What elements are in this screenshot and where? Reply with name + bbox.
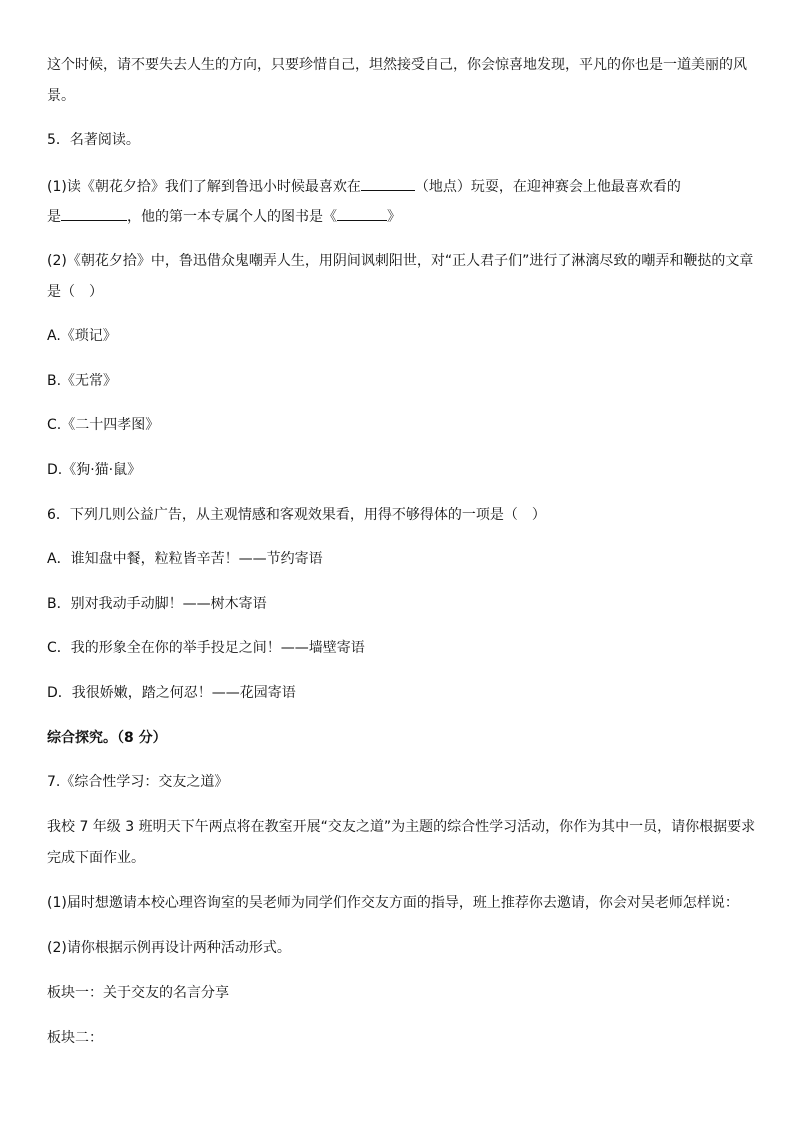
question-6-title: 6．下列几则公益广告，从主观情感和客观效果看，用得不够得体的一项是（ ） — [47, 507, 546, 523]
question-7-title: 7.《综合性学习：交友之道》 — [47, 774, 229, 790]
answer-blank-book[interactable] — [337, 206, 387, 221]
q5-option-d: D.《狗·猫·鼠》 — [47, 462, 142, 478]
q6-option-c: C．我的形象全在你的举手投足之间！——墙壁寄语 — [47, 640, 365, 656]
answer-blank-location[interactable] — [361, 176, 415, 191]
q6-option-d: D．我很娇嫩，踏之何忍！——花园寄语 — [47, 685, 296, 701]
q5-p1-text-c: 是 — [47, 209, 61, 225]
q5-p1-text-e: 》 — [387, 209, 401, 225]
section-heading: 综合探究。（8 分） — [47, 730, 167, 746]
question-5-part-1-line-2 — [47, 206, 401, 226]
q5-p1-text-d: ，他的第一本专属个人的图书是《 — [127, 209, 337, 225]
intro-line-2: 景。 — [47, 88, 75, 104]
question-5-part-1-line-1 — [47, 176, 681, 196]
q5-p1-text-b: （地点）玩耍，在迎神赛会上他最喜欢看的 — [414, 179, 681, 195]
question-7-intro-line-2: 完成下面作业。 — [47, 850, 145, 866]
q5-option-c: C.《二十四孝图》 — [47, 417, 160, 433]
q6-option-a: A．谁知盘中餐，粒粒皆辛苦！——节约寄语 — [47, 551, 323, 567]
answer-blank-favorite[interactable] — [61, 206, 127, 221]
intro-line-1: 这个时候，请不要失去人生的方向，只要珍惜自己，坦然接受自己，你会惊喜地发现，平凡的你也是一道美丽的风 — [47, 57, 747, 73]
q5-p1-text-a: (1)读《朝花夕拾》我们了解到鲁迅小时候最喜欢在 — [47, 179, 361, 195]
question-7-block-1: 板块一：关于交友的名言分享 — [47, 985, 229, 1001]
q6-option-b: B．别对我动手动脚！——树木寄语 — [47, 596, 267, 612]
question-7-sub-2: (2)请你根据示例再设计两种活动形式。 — [47, 940, 291, 956]
question-5-title: 5．名著阅读。 — [47, 132, 140, 148]
question-5-part-2-line-1: (2)《朝花夕拾》中，鲁迅借众鬼嘲弄人生，用阴间讽刺阳世，对“正人君子们”进行了淋漓尽致的嘲弄和鞭挞的文章 — [47, 253, 754, 269]
q5-option-a: A.《琐记》 — [47, 328, 117, 344]
q5-option-b: B.《无常》 — [47, 373, 118, 389]
question-7-block-2: 板块二： — [47, 1030, 103, 1046]
question-7-intro-line-1: 我校 7 年级 3 班明天下午两点将在教室开展“交友之道”为主题的综合性学习活动，你作为其中一员，请你根据要求 — [47, 819, 756, 835]
question-5-part-2-line-2: 是（ ） — [47, 284, 103, 300]
question-7-sub-1: (1)届时想邀请本校心理咨询室的吴老师为同学们作交友方面的指导，班上推荐你去邀请，你会对吴老师怎样说： — [47, 895, 739, 911]
